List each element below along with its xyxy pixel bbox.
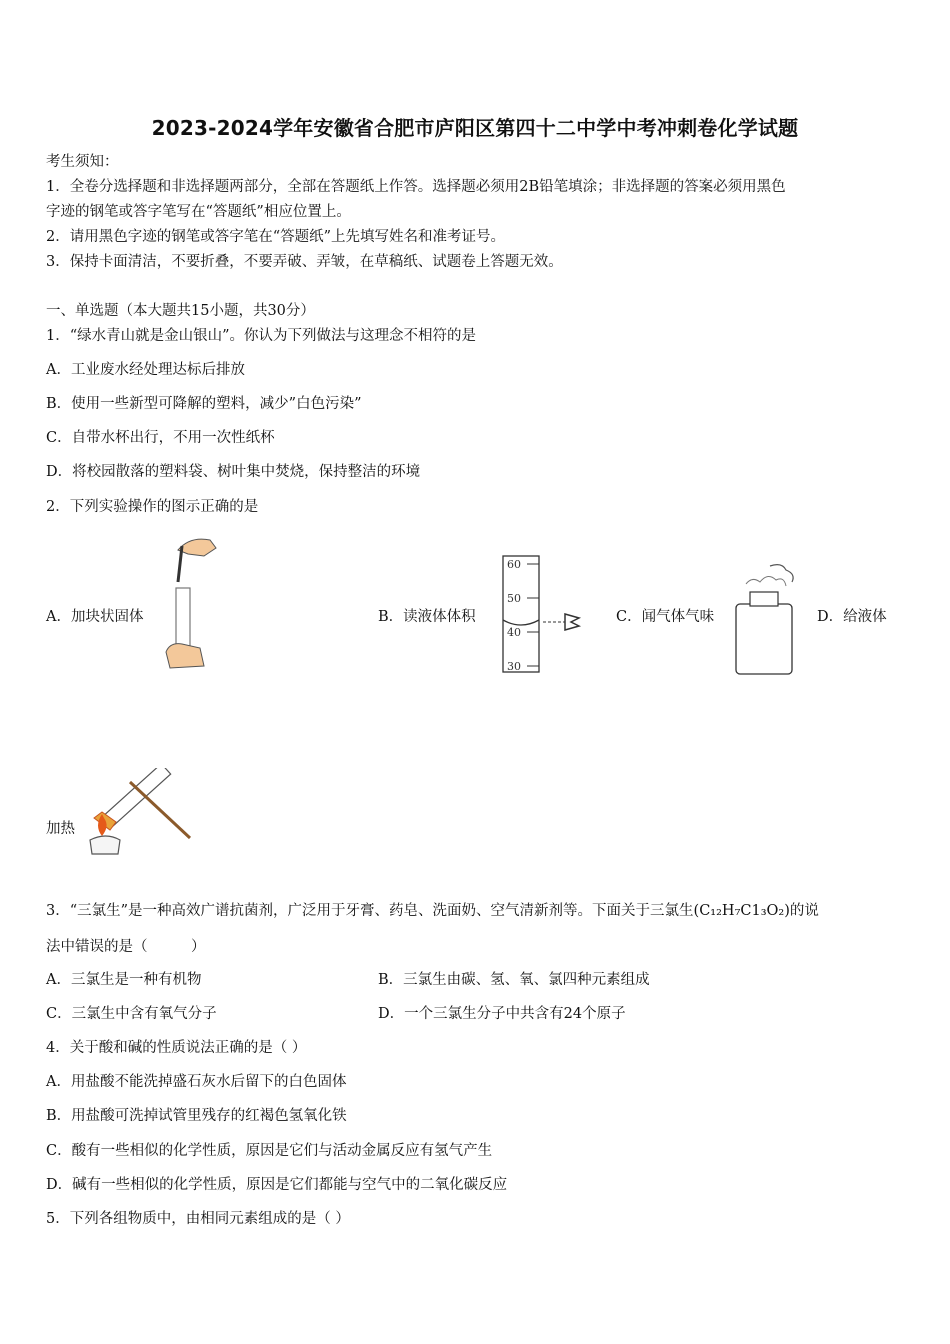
- cylinder-tick-50: 50: [507, 592, 521, 605]
- q1-option-b[interactable]: B．使用一些新型可降解的塑料，减少”白色污染”: [46, 396, 362, 412]
- q4-option-c[interactable]: C．酸有一些相似的化学性质，原因是它们与活动金属反应有氢气产生: [46, 1143, 493, 1159]
- smell-gas-illustration: [730, 560, 802, 678]
- add-solid-illustration: [160, 532, 222, 672]
- cylinder-tick-40: 40: [507, 626, 521, 639]
- q2-option-b[interactable]: B．读液体体积: [378, 609, 476, 625]
- q3-option-c[interactable]: C．三氯生中含有氧气分子: [46, 1006, 217, 1022]
- notice-item-1: 1．全卷分选择题和非选择题两部分，全部在答题纸上作答。选择题必须用2B铅笔填涂；非选择题的答案必须用黑色: [46, 179, 786, 195]
- cylinder-tick-30: 30: [507, 660, 521, 673]
- section-heading: 一、单选题（本大题共15小题，共30分）: [46, 303, 315, 319]
- notice-item-2: 2．请用黑色字迹的钢笔或答字笔在“答题纸”上先填写姓名和准考证号。: [46, 229, 506, 245]
- q3-option-a[interactable]: A．三氯生是一种有机物: [46, 972, 202, 988]
- q1-option-d[interactable]: D．将校园散落的塑料袋、树叶集中焚烧，保持整洁的环境: [46, 464, 421, 480]
- q2-option-d-cont: 加热: [46, 821, 75, 837]
- notice-item-3: 3．保持卡面清洁，不要折叠，不要弄破、弄皱，在草稿纸、试题卷上答题无效。: [46, 254, 563, 270]
- q1-option-a[interactable]: A．工业废水经处理达标后排放: [46, 362, 245, 378]
- graduated-cylinder-illustration: [497, 552, 589, 676]
- q3-option-b[interactable]: B．三氯生由碳、氢、氧、氯四种元素组成: [378, 972, 650, 988]
- heating-liquid-illustration: [80, 768, 194, 856]
- q4-option-b[interactable]: B．用盐酸可洗掉试管里残存的红褐色氢氧化铁: [46, 1108, 347, 1124]
- q4-option-a[interactable]: A．用盐酸不能洗掉盛石灰水后留下的白色固体: [46, 1074, 347, 1090]
- page-title: 2023-2024学年安徽省合肥市庐阳区第四十二中学中考冲刺卷化学试题: [151, 116, 799, 140]
- q4-stem: 4．关于酸和碱的性质说法正确的是（ ）: [46, 1040, 307, 1056]
- q2-option-c[interactable]: C．闻气体气味: [616, 609, 715, 625]
- cylinder-tick-60: 60: [507, 558, 521, 571]
- q1-option-c[interactable]: C．自带水杯出行，不用一次性纸杯: [46, 430, 275, 446]
- q3-stem-line-1: 3．“三氯生”是一种高效广谱抗菌剂，广泛用于牙膏、药皂、洗面奶、空气清新剂等。下面关于三氯生(C₁₂H₇C1₃O₂)的说: [46, 903, 819, 919]
- q4-option-d[interactable]: D．碱有一些相似的化学性质，原因是它们都能与空气中的二氧化碳反应: [46, 1177, 508, 1193]
- q5-stem: 5．下列各组物质中，由相同元素组成的是（ ）: [46, 1211, 350, 1227]
- q1-stem: 1．“绿水青山就是金山银山”。你认为下列做法与这理念不相符的是: [46, 328, 477, 344]
- notice-item-1-cont: 字迹的钢笔或答字笔写在“答题纸”相应位置上。: [46, 204, 351, 220]
- notice-heading: 考生须知：: [46, 154, 119, 170]
- q2-stem: 2．下列实验操作的图示正确的是: [46, 499, 259, 515]
- q3-stem-line-2: 法中错误的是（ ）: [46, 939, 206, 955]
- q2-option-a[interactable]: A．加块状固体: [46, 609, 144, 625]
- q2-option-d[interactable]: D．给液体: [817, 609, 887, 625]
- q3-option-d[interactable]: D．一个三氯生分子中共含有24个原子: [378, 1006, 626, 1022]
